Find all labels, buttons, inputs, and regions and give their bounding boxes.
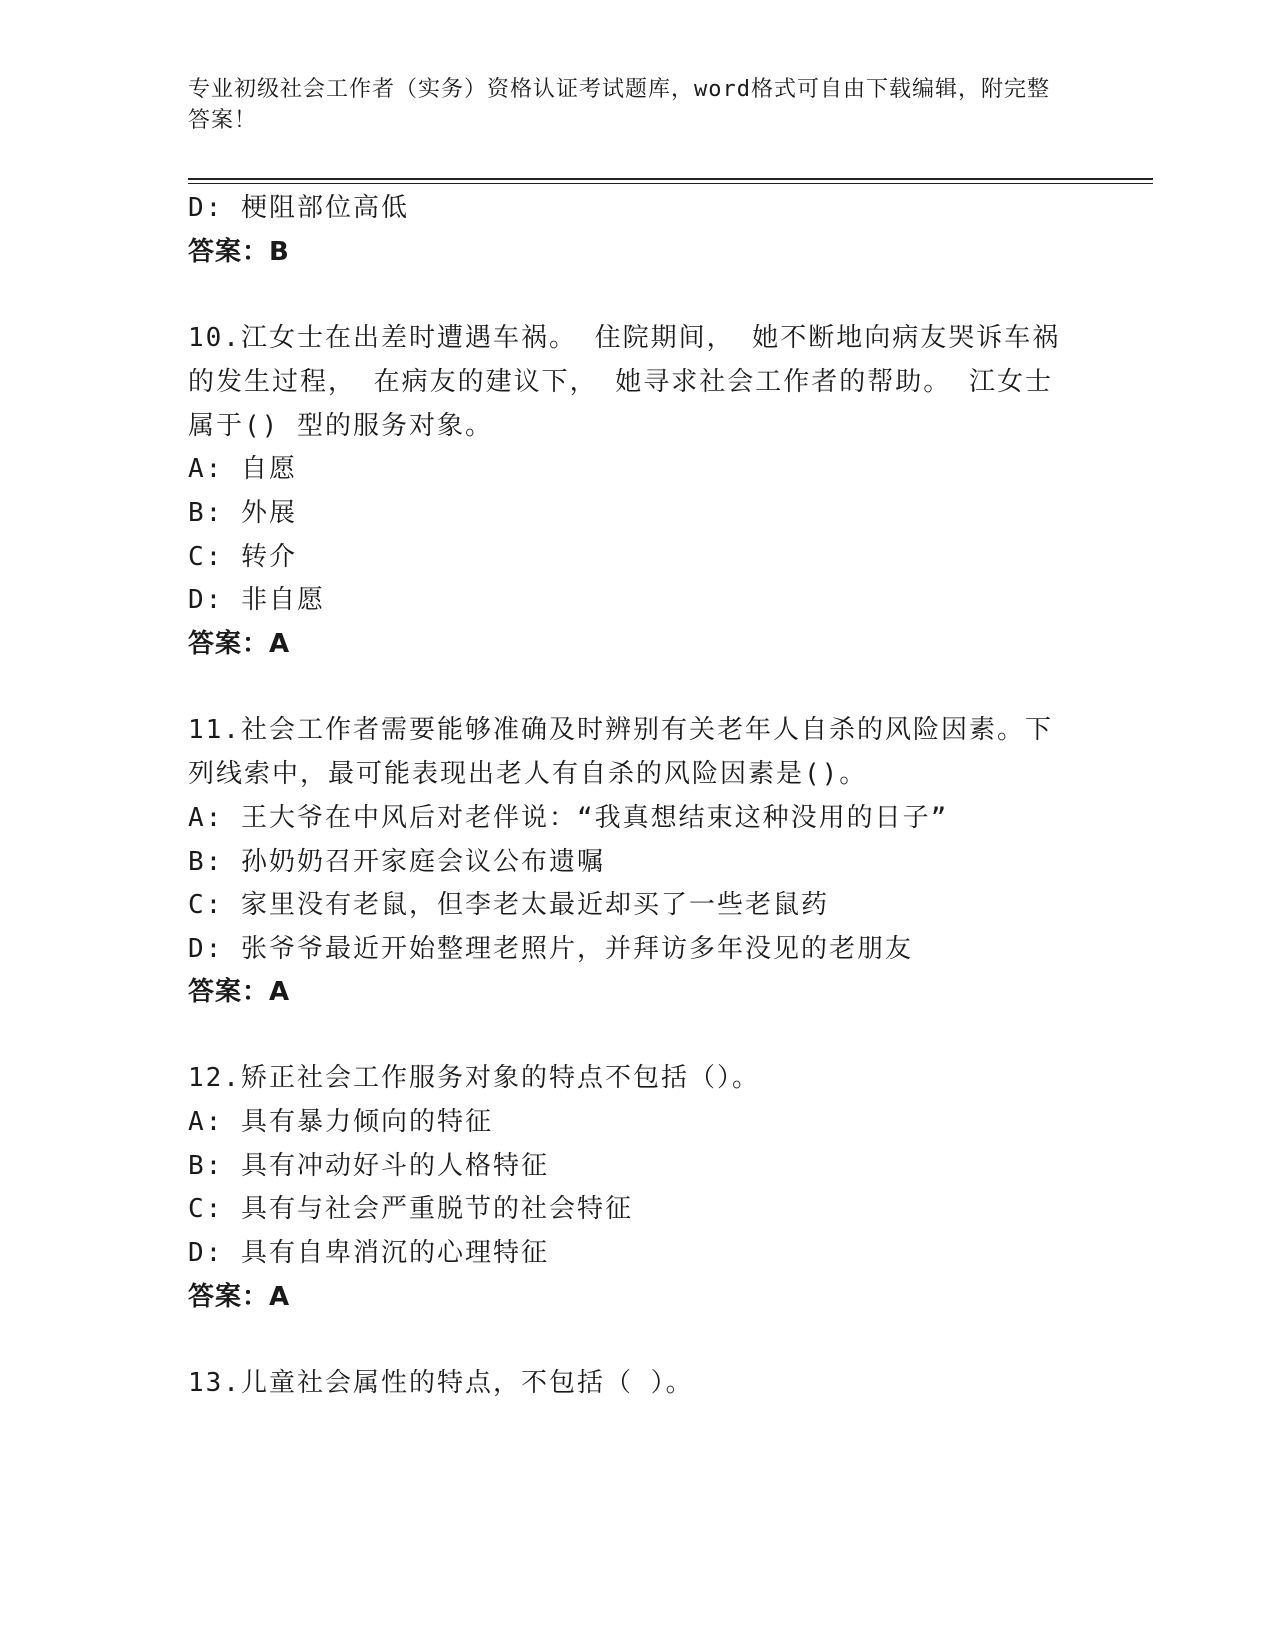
q11-option-a: A: 王大爷在中风后对老伴说：“我真想结束这种没用的日子”	[188, 803, 949, 833]
q11-option-d: D: 张爷爷最近开始整理老照片，并拜访多年没见的老朋友	[188, 934, 913, 964]
q10-answer: 答案：A	[188, 629, 291, 659]
prev-answer: 答案：B	[188, 237, 290, 267]
q13-stem-line-1: 13.儿童社会属性的特点，不包括（ ）。	[188, 1368, 694, 1398]
q12-option-c: C: 具有与社会严重脱节的社会特征	[188, 1194, 633, 1224]
q10-option-a: A: 自愿	[188, 454, 297, 484]
q10-stem-line-1: 10.江女士在出差时遭遇车祸。 住院期间， 她不断地向病友哭诉车祸	[188, 323, 1061, 353]
q12-stem-line-1: 12.矫正社会工作服务对象的特点不包括（）。	[188, 1063, 760, 1093]
q12-option-a: A: 具有暴力倾向的特征	[188, 1107, 493, 1137]
header-divider-thick	[188, 178, 1153, 180]
q11-answer: 答案：A	[188, 977, 291, 1007]
q10-stem-line-3: 属于() 型的服务对象。	[188, 411, 493, 441]
q12-option-b: B: 具有冲动好斗的人格特征	[188, 1151, 549, 1181]
prev-option-d: D: 梗阻部位高低	[188, 193, 409, 223]
header-divider-thin	[188, 183, 1153, 184]
q11-option-b: B: 孙奶奶召开家庭会议公布遗嘱	[188, 847, 605, 877]
q12-answer: 答案：A	[188, 1282, 291, 1312]
document-header: 专业初级社会工作者（实务）资格认证考试题库，word格式可自由下载编辑，附完整答案！	[188, 77, 1050, 133]
q11-option-c: C: 家里没有老鼠，但李老太最近却买了一些老鼠药	[188, 890, 829, 920]
q10-stem-line-2: 的发生过程， 在病友的建议下， 她寻求社会工作者的帮助。 江女士	[188, 367, 1053, 397]
q10-option-b: B: 外展	[188, 498, 297, 528]
q10-option-c: C: 转介	[188, 542, 297, 572]
q10-option-d: D: 非自愿	[188, 585, 325, 615]
q11-stem-line-1: 11.社会工作者需要能够准确及时辨别有关老年人自杀的风险因素。下	[188, 715, 1053, 745]
q12-option-d: D: 具有自卑消沉的心理特征	[188, 1238, 549, 1268]
q11-stem-line-2: 列线索中，最可能表现出老人有自杀的风险因素是()。	[188, 759, 868, 789]
